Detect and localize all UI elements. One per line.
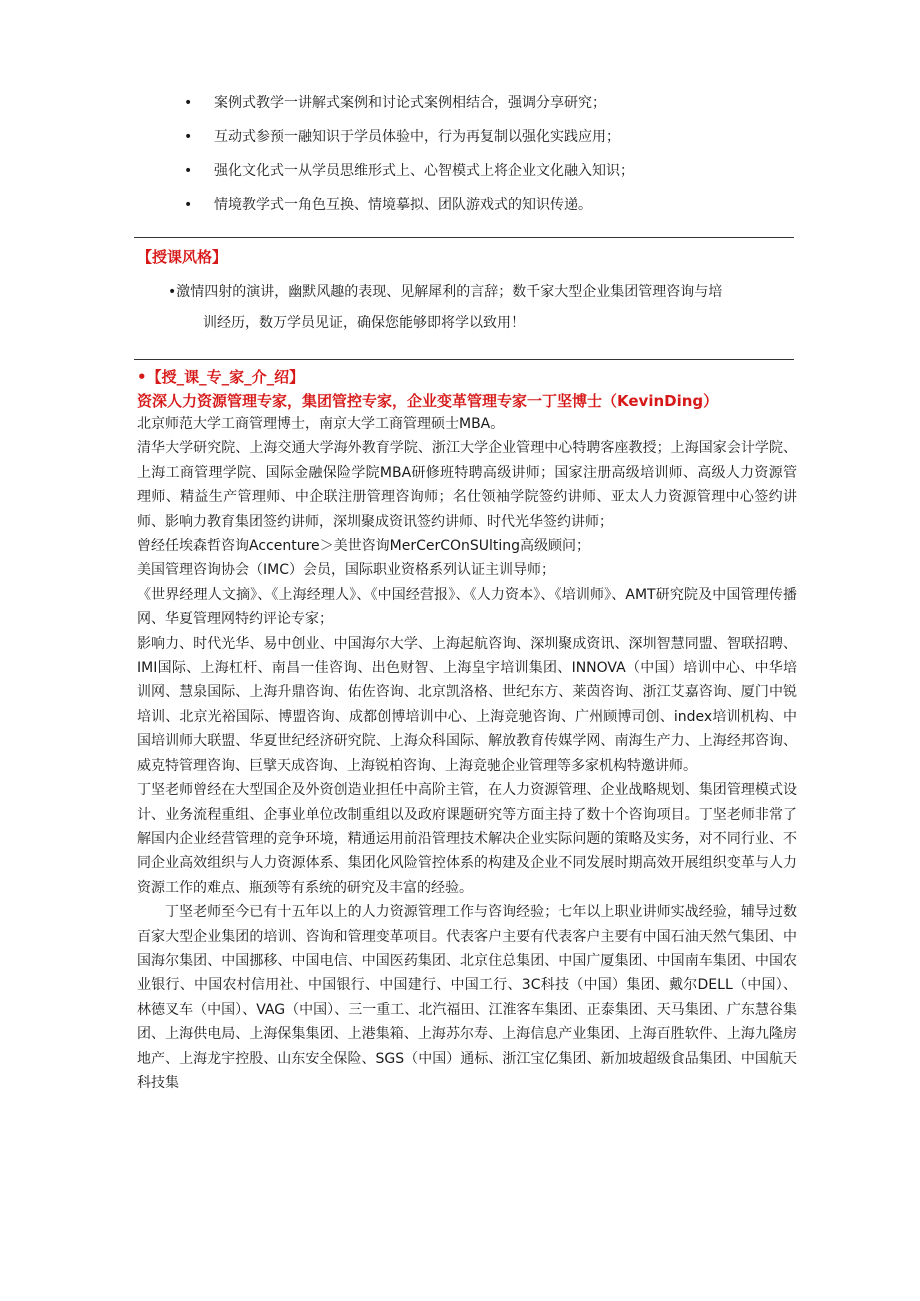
bullet-icon: • — [184, 163, 193, 179]
bio-paragraph: 《世界经理人文摘》、《上海经理人》、《中国经营报》、《人力资本》、《培训师》、AMT研究院及中国管理传播网、华夏管理网特约评论专家； — [137, 586, 797, 628]
list-item-text: 互动式参预一融知识于学员体验中，行为再复制以强化实践应用； — [214, 129, 620, 145]
list-item — [184, 158, 784, 192]
list-item — [184, 124, 784, 158]
list-item — [184, 90, 784, 124]
list-item-text: 案例式教学一讲解式案例和讨论式案例相结合，强调分享研究； — [214, 95, 606, 111]
bio-paragraph: 北京师范大学工商管理博士，南京大学工商管理硕士MBA。 — [137, 416, 505, 432]
section-divider — [134, 359, 794, 360]
teaching-style-line-2: 训经历，数万学员见证，确保您能够即将学以致用！ — [203, 315, 525, 331]
experience-paragraph: 丁坚老师至今已有十五年以上的人力资源管理工作与咨询经验；七年以上职业讲师实战经验，辅导过数百家大型企业集团的培训、咨询和管理变革项目。代表客户主要有代表客户主要有中国石油天然气集团、中国海尔集团、中国挪移、中国电信、中国医药集团、北京住总集团、中国广厦集团、中国南车集团、中国农业银行、中国农村信用社、中国银行、中国建行、中国工行、3C科技（中国）集团、戴尔DELL（中国）、林德叉车（中国）、VAG（中国）、三一重工、北汽福田、江淮客车集团、正泰集团、天马集团、广东慧谷集团、上海供电局、上海保集集团、上港集箱、上海苏尔寿、上海信息产业集团、上海百胜软件、上海九隆房地产、上海龙宇控股、山东安全保险、SGS（中国）通标、浙江宝亿集团、新加坡超级食品集团、中国航天科技集 — [137, 904, 797, 1091]
bio-paragraph: 丁坚老师曾经在大型国企及外资创造业担任中高阶主管，在人力资源管理、企业战略规划、集团管理模式设计、业务流程重组、企事业单位改制重组以及政府课题研究等方面主持了数十个咨询项目。丁坚老师非常了解国内企业经营管理的竞争环境，精通运用前沿管理技术解决企业实际问题的策略及实务，对不同行业、不同企业高效组织与人力资源体系、集团化风险管控体系的构建及企业不同发展时期高效开展组织变革与人力资源工作的难点、瓶颈等有系统的研究及丰富的经验。 — [137, 782, 797, 896]
bullet-icon: • — [184, 129, 193, 145]
bullet-icon: • — [184, 95, 193, 111]
list-item — [184, 192, 784, 226]
bio-paragraph: 清华大学研究院、上海交通大学海外教育学院、浙江大学企业管理中心特聘客座教授；上海国家会计学院、上海工商管理学院、国际金融保险学院MBA研修班特聘高级讲师；国家注册高级培训师、高级人力资源管理师、精益生产管理师、中企联注册管理咨询师；名仕领袖学院签约讲师、亚太人力资源管理中心签约讲师、影响力教育集团签约讲师，深圳聚成资讯签约讲师、时代光华签约讲师； — [137, 440, 797, 530]
expert-intro-heading: •【授_课_专_家_介_绍】 — [137, 368, 305, 386]
teaching-method-list — [184, 90, 784, 226]
list-item-text: 情境教学式一角色互换、情境摹拟、团队游戏式的知识传递。 — [214, 197, 592, 213]
section-divider — [134, 237, 794, 238]
teaching-style-line-1: •激情四射的演讲，幽默风趣的表现、见解犀利的言辞；数千家大型企业集团管理咨询与培 — [168, 284, 723, 300]
bio-paragraph: 影响力、时代光华、易中创业、中国海尔大学、上海起航咨询、深圳聚成资讯、深圳智慧同盟、智联招聘、IMI国际、上海杠杆、南昌一佳咨询、出色财智、上海皇宇培训集团、INNOVA（中国）培训中心、中华培训网、慧泉国际、上海升鼎咨询、佑佐咨询、北京凯洛格、世纪东方、莱茵咨询、浙江艾嘉咨询、厦门中锐培训、北京光裕国际、博盟咨询、成都创博培训中心、上海竞驰咨询、广州顾博司创、index培训机构、中国培训师大联盟、华夏世纪经济研究院、上海众科国际、解放教育传媒学网、南海生产力、上海经邦咨询、威克特管理咨询、巨擘天成咨询、上海锐柏咨询、上海竞驰企业管理等多家机构特邀讲师。 — [137, 635, 797, 774]
bio-paragraph: 曾经任埃森哲咨询Accenture＞美世咨询MerCerCOnSUlting高级顾问； — [137, 538, 591, 555]
teaching-style-heading: 【授课风格】 — [137, 248, 228, 266]
teaching-style-text — [168, 277, 793, 339]
list-item-text: 强化文化式一从学员思维形式上、心智模式上将企业文化融入知识； — [214, 163, 634, 179]
expert-title: 资深人力资源管理专家，集团管控专家，企业变革管理专家一丁坚博士（KevinDing） — [137, 392, 719, 410]
expert-bio — [137, 412, 797, 1095]
bullet-icon: • — [184, 197, 193, 213]
bio-paragraph: 美国管理咨询协会（IMC）会员，国际职业资格系列认证主训导师； — [137, 562, 555, 579]
